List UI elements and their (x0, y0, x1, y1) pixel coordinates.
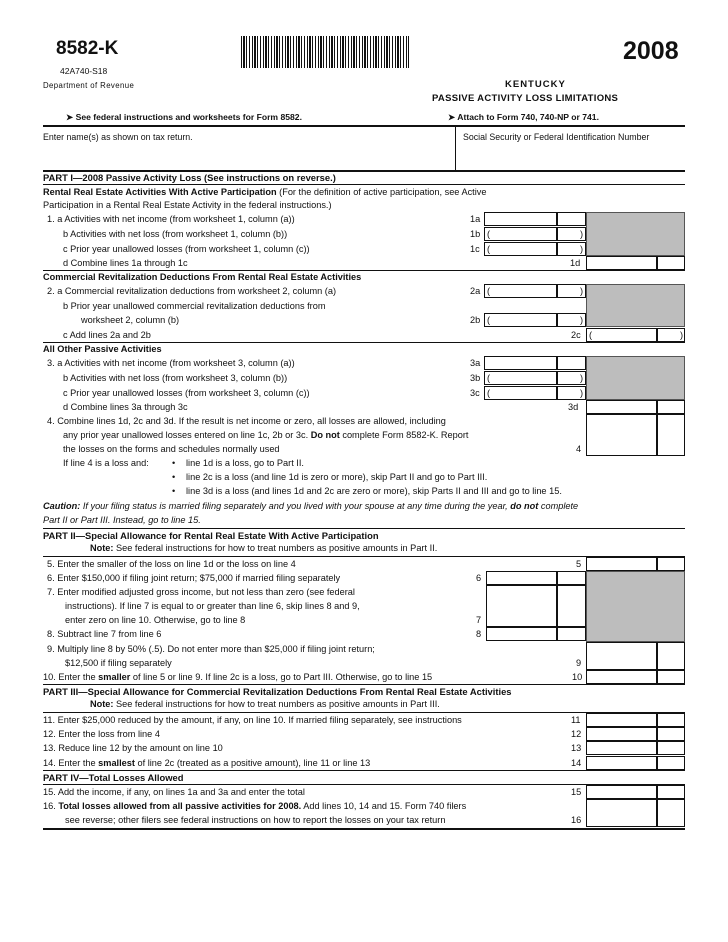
rental-heading-bold: Rental Real Estate Activities With Active Participation (43, 187, 277, 197)
line-1a-cents[interactable] (557, 212, 586, 226)
bullet-2: • (172, 472, 176, 482)
line-13-label: 13. Reduce line 12 by the amount on line 10 (43, 743, 223, 753)
line-13-code: 13 (571, 743, 582, 753)
line-4-label-2c: complete Form 8582-K. Report (339, 430, 469, 440)
attach-note: ➤ Attach to Form 740, 740-NP or 741. (448, 112, 599, 122)
caution-label: Caution: (43, 501, 81, 511)
line-15-label: 15. Add the income, if any, on lines 1a and 3a and enter the total (43, 787, 305, 797)
line-4-label-3: the losses on the forms and schedules normally used (63, 444, 280, 454)
line-6-cents[interactable] (557, 571, 586, 585)
shaded-area-part2 (586, 571, 685, 642)
line-15-code: 15 (571, 787, 582, 797)
caution-text-1b: complete (538, 501, 579, 511)
line-14-label-a: 14. Enter the (43, 758, 99, 768)
line-1d-label: d Combine lines 1a through 1c (63, 258, 188, 268)
caution-text-2: Part II or Part III. Instead, go to line 15. (43, 515, 201, 525)
line-1b-input[interactable] (484, 227, 557, 241)
line-4-code: 4 (576, 444, 582, 454)
line-13-input[interactable] (586, 741, 657, 755)
line-11-label: 11. Enter $25,000 reduced by the amount, if any, on line 10. If married filing separately, see instructions (43, 715, 462, 725)
line-2a (43, 284, 336, 298)
line-12 (43, 727, 160, 741)
line-8 (43, 627, 161, 641)
rental-heading (43, 186, 486, 198)
other-heading: All Other Passive Activities (43, 344, 162, 354)
line-2c-label: c Add lines 2a and 2b (63, 330, 151, 340)
line-3b-label: b Activities with net loss (from worksheet 3, column (b)) (63, 373, 288, 383)
line-2b-label-2: worksheet 2, column (b) (81, 315, 180, 325)
line-16-label-c: Add lines 10, 14 and 15. Form 740 filers (301, 801, 467, 811)
line-1d-input[interactable] (586, 256, 657, 270)
line-4-label: 4. Combine lines 1d, 2c and 3d. If the result is net income or zero, all losses are allowed, including (47, 416, 446, 426)
line-1a-code: 1a (470, 214, 481, 224)
line-3b-open-paren: ( (487, 373, 491, 383)
line-5-cents[interactable] (657, 557, 685, 571)
line-4-input[interactable] (586, 414, 657, 456)
line-12-input[interactable] (586, 727, 657, 741)
line-7-cont (43, 599, 360, 613)
part3-note-text: See federal instructions for how to treat numbers as positive amounts in Part III. (113, 699, 440, 709)
form-code: 42A740-S18 (60, 66, 108, 76)
line-12-label: 12. Enter the loss from line 4 (43, 729, 160, 739)
line-1c (43, 242, 310, 256)
line-3b-close-paren: ) (580, 373, 584, 383)
line-2b-label: b Prior year unallowed commercial revitalization deductions from (63, 301, 326, 311)
line-1c-open-paren: ( (487, 244, 491, 254)
line-7-label-2: instructions). If line 7 is equal to or greater than line 6, skip lines 8 and 9, (65, 601, 360, 611)
crd-heading: Commercial Revitalization Deductions From Rental Real Estate Activities (43, 272, 362, 282)
line-11-input[interactable] (586, 713, 657, 727)
line-1a (43, 212, 295, 226)
line-2a-code: 2a (470, 286, 481, 296)
line-14-input[interactable] (586, 756, 657, 770)
line-1c-input[interactable] (484, 242, 557, 256)
line-9-cents[interactable] (657, 642, 685, 670)
line-2c (43, 328, 151, 342)
state-name: KENTUCKY (505, 79, 566, 90)
part2-heading: PART II—Special Allowance for Rental Real Estate With Active Participation (43, 530, 379, 541)
barcode (241, 36, 409, 68)
line-4-if (43, 456, 149, 470)
line-5-label: 5. Enter the smaller of the loss on line 1d or the loss on line 4 (47, 559, 296, 569)
federal-instructions-note: ➤ See federal instructions and worksheets for Form 8582. (66, 112, 302, 122)
line-7 (43, 585, 355, 599)
line-8-code: 8 (476, 629, 482, 639)
line-5 (43, 557, 296, 571)
line-1b-open-paren: ( (487, 229, 491, 239)
line-9-cont (43, 656, 172, 670)
line-15-cents[interactable] (657, 785, 685, 799)
part2-note (90, 542, 437, 554)
line-2c-input[interactable] (586, 328, 657, 342)
line-3a-input[interactable] (484, 356, 557, 370)
line-2a-close-paren: ) (580, 286, 584, 296)
part4-heading: PART IV—Total Losses Allowed (43, 772, 184, 783)
line-8-cents[interactable] (557, 627, 586, 641)
line-8-label: 8. Subtract line 7 from line 6 (47, 629, 162, 639)
line-1d (43, 256, 188, 270)
line-2b-close-paren: ) (580, 315, 584, 325)
line-4-if-label: If line 4 is a loss and: (63, 458, 149, 468)
line-6-code: 6 (476, 573, 482, 583)
line-4-label-2a: any prior year unallowed losses entered on line 1c, 2b or 3c. (63, 430, 311, 440)
line-2a-label: 2. a Commercial revitalization deductions from worksheet 2, column (a) (47, 286, 337, 296)
tax-year: 2008 (623, 37, 679, 65)
line-16 (43, 799, 466, 813)
line-1d-cents[interactable] (657, 256, 685, 270)
line-2b-cont (43, 313, 179, 327)
line-6-input[interactable] (486, 571, 557, 585)
line-14-label-c: of line 2c (treated as a positive amount), line 11 or line 13 (134, 758, 371, 768)
line-7-code: 7 (476, 615, 482, 625)
line-16-code: 16 (571, 815, 582, 825)
ssn-label: Social Security or Federal Identification Number (463, 132, 650, 142)
line-4-condition-1: line 1d is a loss, go to Part II. (186, 458, 304, 468)
line-16-cont (43, 813, 445, 827)
caution-text-1: If your filing status is married filing separately and you lived with your spouse at any time during the year, (80, 501, 511, 511)
line-3d (43, 400, 188, 414)
line-10-code: 10 (572, 672, 583, 682)
line-4 (43, 414, 446, 428)
line-1b (43, 227, 287, 241)
part3-note (90, 698, 440, 710)
department-name: Department of Revenue (43, 81, 135, 90)
line-13 (43, 741, 223, 755)
line-1b-close-paren: ) (580, 229, 584, 239)
line-4-condition-3: line 3d is a loss (and lines 1d and 2c are zero or more), skip Parts II and III and go to line 15. (186, 486, 562, 496)
shaded-area-part1-b (586, 284, 685, 327)
names-field[interactable] (43, 143, 453, 169)
line-3d-cents[interactable] (657, 400, 685, 414)
form-title: PASSIVE ACTIVITY LOSS LIMITATIONS (432, 93, 619, 104)
line-1c-close-paren: ) (580, 244, 584, 254)
line-12-cents[interactable] (657, 727, 685, 741)
line-3d-input[interactable] (586, 400, 657, 414)
line-14-cents[interactable] (657, 756, 685, 770)
line-4-do-not: Do not (310, 430, 340, 440)
line-7-cents[interactable] (557, 585, 586, 627)
line-4-cents[interactable] (657, 414, 685, 456)
line-2c-open-paren: ( (589, 330, 593, 340)
line-14-code: 14 (571, 758, 582, 768)
line-3c-code: 3c (470, 388, 480, 398)
line-4-cont (43, 428, 468, 442)
line-10-cents[interactable] (657, 670, 685, 684)
line-6-label: 6. Enter $150,000 if filing joint return; $75,000 if married filing separately (47, 573, 341, 583)
line-13-cents[interactable] (657, 741, 685, 755)
rental-heading-rest: (For the definition of active participation, see Active (276, 187, 487, 197)
rental-heading-line2: Participation in a Rental Real Estate Activity in the federal instructions.) (43, 200, 332, 210)
bullet-1: • (172, 458, 176, 468)
line-3a-cents[interactable] (557, 356, 586, 370)
names-label: Enter name(s) as shown on tax return. (43, 132, 193, 142)
line-2c-close-paren: ) (680, 330, 684, 340)
line-2a-input[interactable] (484, 284, 557, 298)
line-3d-label: d Combine lines 3a through 3c (63, 402, 188, 412)
line-3c-close-paren: ) (580, 388, 584, 398)
line-1a-input[interactable] (484, 212, 557, 226)
line-10-label-c: of line 5 or line 9. If line 2c is a loss, go to Part III. Otherwise, go to line 15 (130, 672, 433, 682)
line-10-label-a: 10. Enter the (43, 672, 99, 682)
line-4-cont2 (43, 442, 280, 456)
line-3d-code: 3d (568, 402, 579, 412)
line-10-smaller: smaller (98, 672, 131, 682)
ssn-field[interactable] (457, 143, 685, 169)
line-16-cents[interactable] (657, 799, 685, 827)
line-16-num: 16. (43, 801, 59, 811)
line-1c-label: c Prior year unallowed losses (from worksheet 1, column (c)) (63, 244, 310, 254)
part3-heading: PART III—Special Allowance for Commercial Revitalization Deductions From Rental Real Estate Activities (43, 686, 512, 697)
line-6 (43, 571, 340, 585)
line-5-input[interactable] (586, 557, 657, 571)
line-9-label-2: $12,500 if filing separately (65, 658, 172, 668)
line-15-input[interactable] (586, 785, 657, 799)
line-8-input[interactable] (486, 627, 557, 641)
caution-text (43, 500, 578, 512)
line-11 (43, 713, 462, 727)
line-3c-open-paren: ( (487, 388, 491, 398)
bullet-3: • (172, 486, 176, 496)
part2-note-text: See federal instructions for how to treat numbers as positive amounts in Part II. (113, 543, 438, 553)
line-3b-code: 3b (470, 373, 481, 383)
line-9-input[interactable] (586, 642, 657, 670)
shaded-area-part1-c (586, 356, 685, 400)
line-9-label: 9. Multiply line 8 by 50% (.5). Do not enter more than $25,000 if filing joint return; (47, 644, 375, 654)
line-1b-code: 1b (470, 229, 481, 239)
line-3a-code: 3a (470, 358, 481, 368)
line-1b-label: b Activities with net loss (from worksheet 1, column (b)) (63, 229, 288, 239)
line-1a-label: 1. a Activities with net income (from worksheet 1, column (a)) (47, 214, 295, 224)
line-1c-code: 1c (470, 244, 480, 254)
line-7-input[interactable] (486, 585, 557, 627)
part1-heading: PART I—2008 Passive Activity Loss (See instructions on reverse.) (43, 172, 336, 183)
line-3a (43, 356, 295, 370)
line-2b-input[interactable] (484, 313, 557, 327)
line-2c-code: 2c (571, 330, 581, 340)
shaded-area-part1 (586, 212, 685, 256)
line-14-smallest: smallest (98, 758, 135, 768)
line-14 (43, 756, 370, 770)
part3-note-label: Note: (90, 699, 114, 709)
line-15 (43, 785, 305, 799)
line-7-cont2 (43, 613, 245, 627)
line-7-label-3: enter zero on line 10. Otherwise, go to line 8 (65, 615, 246, 625)
line-11-cents[interactable] (657, 713, 685, 727)
line-9 (43, 642, 375, 656)
line-7-label: 7. Enter modified adjusted gross income, but not less than zero (see federal (47, 587, 355, 597)
part2-note-label: Note: (90, 543, 114, 553)
line-4-condition-2: line 2c is a loss (and line 1d is zero or more), skip Part II and go to Part III. (186, 472, 488, 482)
line-2b-code: 2b (470, 315, 481, 325)
line-9-code: 9 (576, 658, 582, 668)
line-5-code: 5 (576, 559, 582, 569)
line-10-input[interactable] (586, 670, 657, 684)
line-16-label-2: see reverse; other filers see federal instructions on how to report the losses on your tax return (65, 815, 446, 825)
line-2b-open-paren: ( (487, 315, 491, 325)
form-number: 8582-K (56, 38, 119, 59)
line-3b-input[interactable] (484, 371, 557, 385)
line-3c (43, 386, 310, 400)
line-3c-label: c Prior year unallowed losses (from worksheet 3, column (c)) (63, 388, 310, 398)
line-3a-label: 3. a Activities with net income (from worksheet 3, column (a)) (47, 358, 295, 368)
line-2a-open-paren: ( (487, 286, 491, 296)
line-16-bold: Total losses allowed from all passive activities for 2008. (58, 801, 302, 811)
line-16-input[interactable] (586, 799, 657, 827)
line-2b (43, 299, 325, 313)
caution-do-not: do not (510, 501, 539, 511)
line-3b (43, 371, 287, 385)
line-10 (43, 670, 432, 684)
line-3c-input[interactable] (484, 386, 557, 400)
line-1d-code: 1d (570, 258, 581, 268)
line-11-code: 11 (571, 715, 581, 725)
line-12-code: 12 (571, 729, 582, 739)
